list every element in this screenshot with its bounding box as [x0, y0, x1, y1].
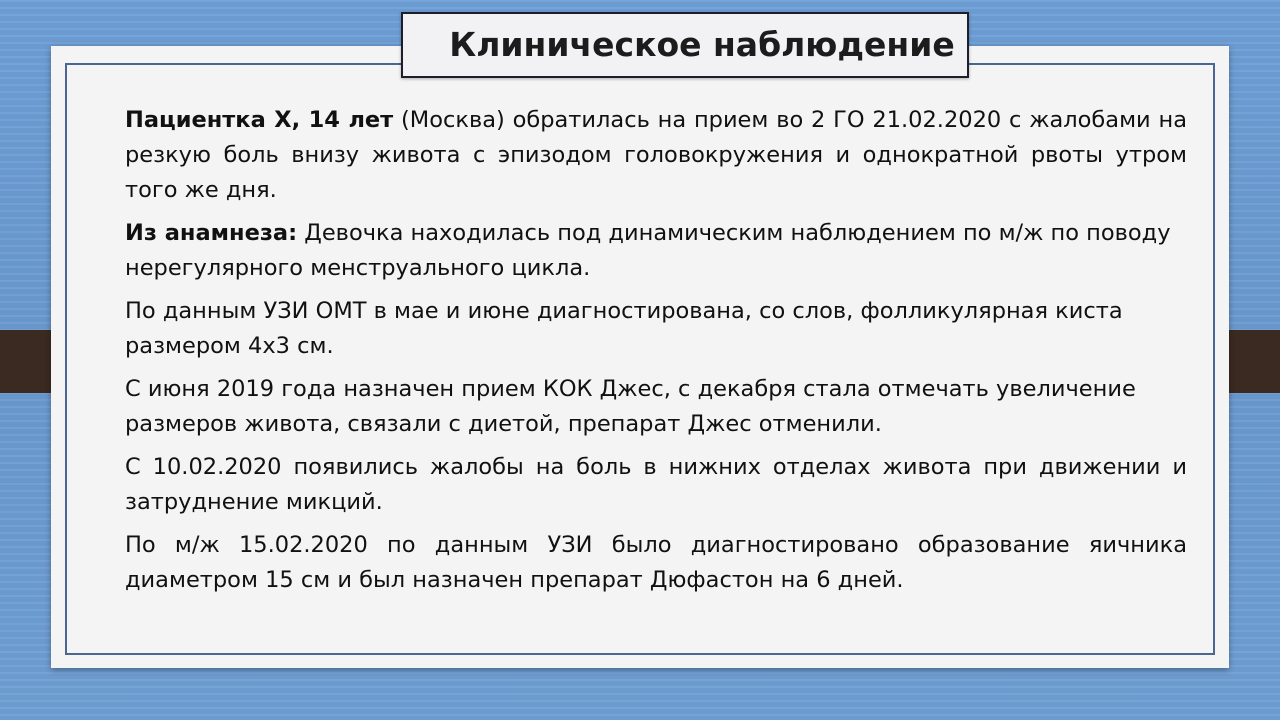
paragraph-lead: Из анамнеза: — [125, 220, 298, 246]
paragraph-contraceptive — [125, 372, 1187, 442]
paragraph-text: С июня 2019 года назначен прием КОК Джес, с декабря стала отмечать увеличение размеров живота, связали с диетой, препарат Джес отменили. — [125, 376, 1136, 437]
paragraph-complaints — [125, 450, 1187, 520]
paragraph-text: Девочка находилась под динамическим наблюдением по м/ж по поводу нерегулярного менструального цикла. — [125, 220, 1171, 281]
paragraph-lead: Пациентка Х, 14 лет — [125, 107, 394, 133]
paragraph-anamnesis — [125, 216, 1187, 286]
paragraph-patient — [125, 103, 1187, 208]
slide-body — [125, 103, 1187, 606]
paragraph-diagnosis — [125, 528, 1187, 598]
paragraph-text: (Москва) обратилась на прием во 2 ГО 21.02.2020 с жалобами на резкую боль внизу живота с эпизодом головокружения и однократной рвоты утром того же дня. — [125, 107, 1187, 203]
paragraph-text: С 10.02.2020 появились жалобы на боль в нижних отделах живота при движении и затруднение микций. — [125, 454, 1187, 515]
paragraph-text: По данным УЗИ ОМТ в мае и июне диагностирована, со слов, фолликулярная киста размером 4х3 см. — [125, 298, 1123, 359]
paragraph-ultrasound — [125, 294, 1187, 364]
slide-title: Клиническое наблюдение — [449, 25, 955, 64]
title-box — [401, 12, 969, 78]
paragraph-text: По м/ж 15.02.2020 по данным УЗИ было диагностировано образование яичника диаметром 15 см и был назначен препарат Дюфастон на 6 дней. — [125, 532, 1187, 593]
